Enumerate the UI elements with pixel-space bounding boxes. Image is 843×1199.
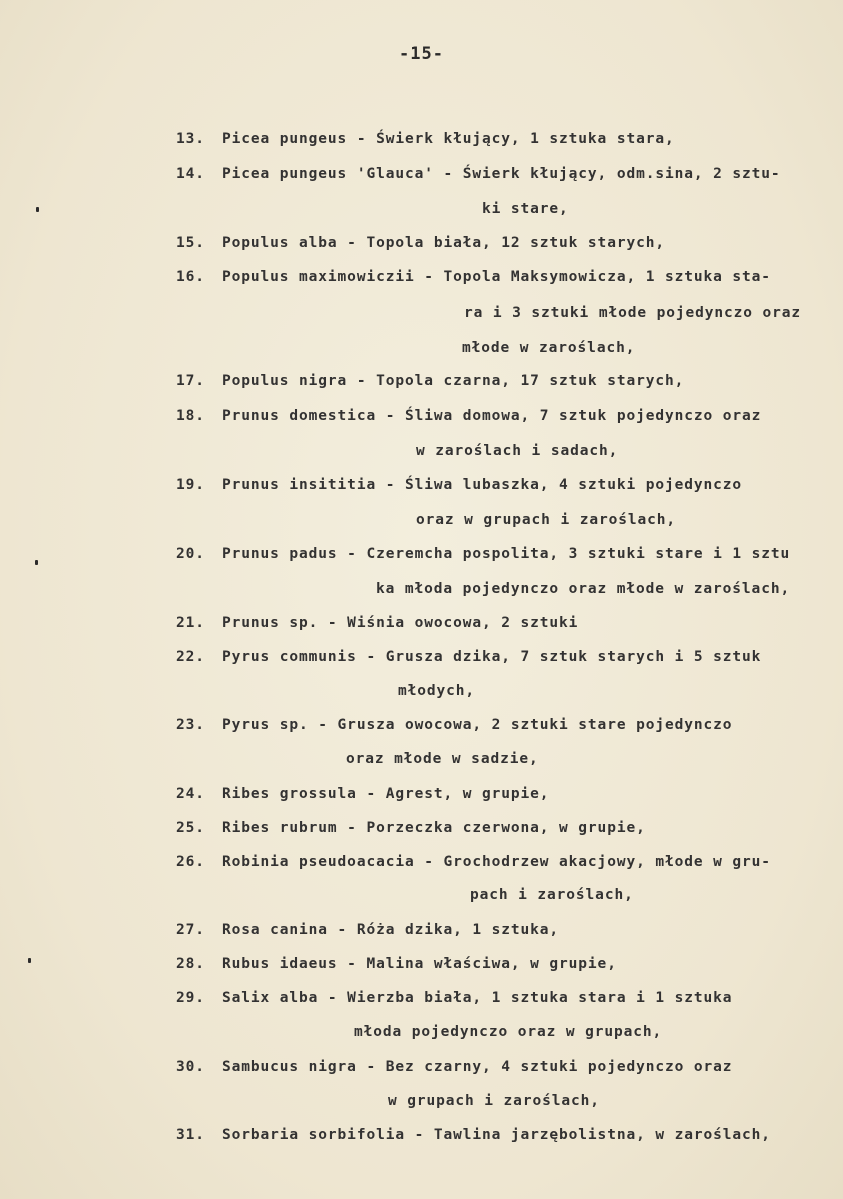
entry-number: 26. [176, 854, 205, 870]
entry-text: Ribes rubrum - Porzeczka czerwona, w grupie, [222, 820, 646, 836]
entry-text: Robinia pseudoacacia - Grochodrzew akacjowy, młode w gru- [222, 854, 771, 870]
entry-text: Prunus padus - Czeremcha pospolita, 3 sztuki stare i 1 sztu [222, 546, 791, 562]
entry-text: Rosa canina - Róża dzika, 1 sztuka, [222, 922, 560, 938]
entry-text: Prunus domestica - Śliwa domowa, 7 sztuk pojedynczo oraz [222, 408, 762, 424]
entry-text: Populus alba - Topola biała, 12 sztuk starych, [222, 235, 665, 251]
entry-continuation: w grupach i zaroślach, [388, 1093, 600, 1109]
margin-speck [35, 560, 38, 565]
entry-number: 31. [176, 1127, 205, 1143]
entry-number: 29. [176, 990, 205, 1006]
entry-number: 16. [176, 269, 205, 285]
entry-number: 15. [176, 235, 205, 251]
entry-number: 20. [176, 546, 205, 562]
entry-text: Prunus sp. - Wiśnia owocowa, 2 sztuki [222, 615, 579, 631]
entry-number: 28. [176, 956, 205, 972]
entry-number: 14. [176, 166, 205, 182]
entry-text: Pyrus communis - Grusza dzika, 7 sztuk starych i 5 sztuk [222, 649, 762, 665]
entry-number: 25. [176, 820, 205, 836]
entry-continuation: ra i 3 sztuki młode pojedynczo oraz [464, 305, 802, 321]
entry-continuation: pach i zaroślach, [470, 887, 634, 903]
entry-text: Ribes grossula - Agrest, w grupie, [222, 786, 550, 802]
entry-text: Picea pungeus - Świerk kłujący, 1 sztuka stara, [222, 131, 675, 147]
entry-number: 18. [176, 408, 205, 424]
entry-continuation: młoda pojedynczo oraz w grupach, [354, 1024, 663, 1040]
entry-number: 30. [176, 1059, 205, 1075]
entry-continuation: ki stare, [482, 201, 569, 217]
entry-text: Picea pungeus 'Glauca' - Świerk kłujący, odm.sina, 2 sztu- [222, 166, 781, 182]
entry-text: Populus nigra - Topola czarna, 17 sztuk starych, [222, 373, 685, 389]
entry-text: Prunus insititia - Śliwa lubaszka, 4 sztuki pojedynczo [222, 477, 743, 493]
entry-number: 19. [176, 477, 205, 493]
entry-continuation: w zaroślach i sadach, [416, 443, 619, 459]
entry-continuation: młodych, [398, 683, 476, 699]
entry-text: Salix alba - Wierzba biała, 1 sztuka stara i 1 sztuka [222, 990, 733, 1006]
entry-number: 21. [176, 615, 205, 631]
page-number: -15- [399, 44, 444, 64]
entry-text: Sorbaria sorbifolia - Tawlina jarzębolistna, w zaroślach, [222, 1127, 771, 1143]
entry-number: 22. [176, 649, 205, 665]
margin-speck [36, 207, 39, 212]
entry-continuation: ka młoda pojedynczo oraz młode w zaroślach, [376, 581, 791, 597]
entry-number: 17. [176, 373, 205, 389]
entry-continuation: młode w zaroślach, [462, 340, 636, 356]
entry-continuation: oraz w grupach i zaroślach, [416, 512, 677, 528]
entry-number: 27. [176, 922, 205, 938]
entry-number: 23. [176, 717, 205, 733]
entry-number: 13. [176, 131, 205, 147]
entry-number: 24. [176, 786, 205, 802]
entry-continuation: oraz młode w sadzie, [346, 751, 539, 767]
entry-text: Pyrus sp. - Grusza owocowa, 2 sztuki stare pojedynczo [222, 717, 733, 733]
entry-text: Rubus idaeus - Malina właściwa, w grupie, [222, 956, 617, 972]
entry-text: Populus maximowiczii - Topola Maksymowicza, 1 sztuka sta- [222, 269, 771, 285]
entry-text: Sambucus nigra - Bez czarny, 4 sztuki pojedynczo oraz [222, 1059, 733, 1075]
margin-speck [28, 958, 31, 963]
